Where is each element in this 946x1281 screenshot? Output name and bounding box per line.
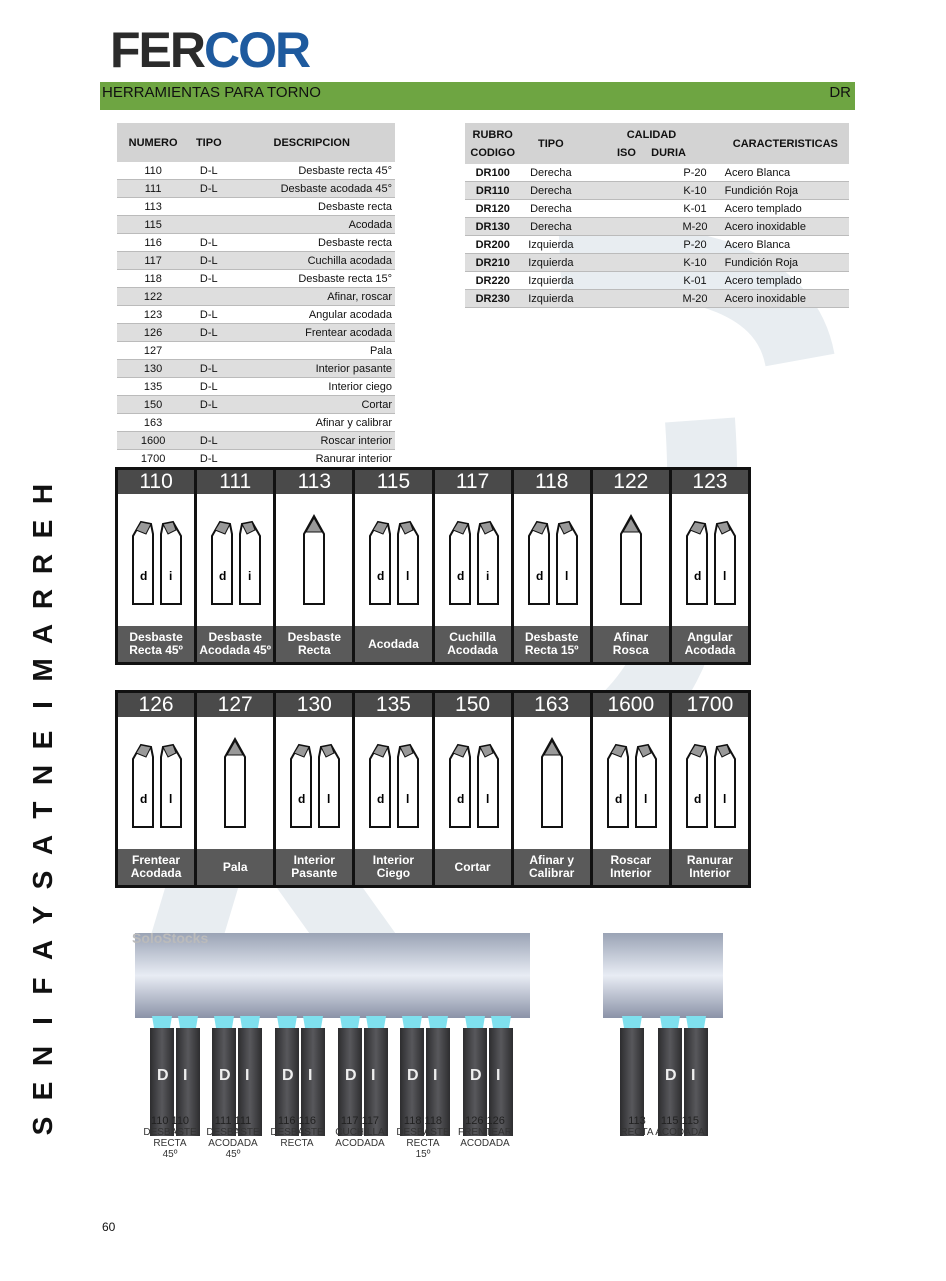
table-cell: Fundición Roja — [722, 254, 849, 272]
table-row — [465, 182, 849, 200]
hand-mark: i — [485, 569, 489, 583]
table-cell: 115 — [117, 216, 189, 234]
table-row — [465, 164, 849, 182]
col-caracteristicas: CARACTERISTICAS — [722, 123, 849, 164]
vertical-section-title — [28, 480, 58, 1140]
photo-watermark: SoloStocks — [132, 930, 209, 946]
table-cell: Derecha — [520, 200, 581, 218]
tool-label: Angular Acodada — [672, 626, 748, 662]
sidebar-letter: F — [27, 976, 58, 995]
sidebar-letter: E — [27, 519, 58, 539]
table-cell: DR100 — [465, 164, 520, 182]
tool-drawing — [672, 717, 748, 849]
table-cell: Roscar interior — [228, 432, 395, 450]
table-cell: Pala — [228, 342, 395, 360]
table-cell: Fundición Roja — [722, 182, 849, 200]
hand-mark: d — [456, 569, 464, 583]
table-row — [117, 378, 395, 396]
tool-label: Ranurar Interior — [672, 849, 748, 885]
table-cell: M-20 — [581, 290, 721, 308]
sidebar-letter: S — [27, 870, 58, 890]
tool-card — [355, 693, 431, 885]
table-cell: 122 — [117, 288, 189, 306]
table-cell: D-L — [189, 180, 228, 198]
tool-card — [118, 693, 194, 885]
bit-letter: I — [245, 1067, 250, 1084]
table-cell: P-20 — [581, 164, 721, 182]
table-cell: D-L — [189, 324, 228, 342]
tool-number: 130 — [276, 693, 352, 717]
tool-label: Afinar y Calibrar — [514, 849, 590, 885]
table-cell: 117 — [117, 252, 189, 270]
sidebar-letter: N — [27, 1045, 58, 1066]
tool-card — [435, 470, 511, 662]
section-code: DR — [829, 84, 851, 101]
table-cell: P-20 — [581, 236, 721, 254]
hand-mark: l — [722, 792, 727, 806]
table-cell: 123 — [117, 306, 189, 324]
table-cell: 1700 — [117, 450, 189, 468]
table-cell — [189, 198, 228, 216]
tool-drawing — [197, 494, 273, 626]
tool-grid-1 — [115, 467, 751, 665]
col-tipo: TIPO — [520, 123, 581, 164]
table-cell: D-L — [189, 450, 228, 468]
table-cell: 135 — [117, 378, 189, 396]
table-cell: D-L — [189, 396, 228, 414]
table-row — [465, 218, 849, 236]
hand-mark: d — [140, 792, 148, 806]
table-cell: Derecha — [520, 182, 581, 200]
table-cell: 110 — [117, 162, 189, 180]
table-cell: 113 — [117, 198, 189, 216]
table-cell — [189, 414, 228, 432]
sidebar-letter: A — [27, 940, 58, 961]
hand-mark: d — [456, 792, 464, 806]
tool-card — [276, 470, 352, 662]
tool-number: 122 — [593, 470, 669, 494]
table-cell: 163 — [117, 414, 189, 432]
table-cell: K-01 — [581, 272, 721, 290]
hand-mark: l — [643, 792, 648, 806]
table-cell: D-L — [189, 306, 228, 324]
bit-letter: I — [371, 1067, 376, 1084]
tool-number: 126 — [118, 693, 194, 717]
table-cell: DR110 — [465, 182, 520, 200]
hand-mark: l — [485, 792, 489, 806]
table-cell: D-L — [189, 360, 228, 378]
tool-number: 118 — [514, 470, 590, 494]
table-cell: D-L — [189, 378, 228, 396]
table-cell: 1600 — [117, 432, 189, 450]
tool-label: Frentear Acodada — [118, 849, 194, 885]
table-row — [465, 200, 849, 218]
tool-drawing — [118, 717, 194, 849]
table-cell: Angular acodada — [228, 306, 395, 324]
tool-card — [355, 470, 431, 662]
tool-number: 1600 — [593, 693, 669, 717]
table-row — [465, 272, 849, 290]
tool-drawing — [355, 717, 431, 849]
sidebar-letter: Y — [27, 905, 58, 925]
tool-drawing — [355, 494, 431, 626]
table-row — [117, 180, 395, 198]
table-cell: M-20 — [581, 218, 721, 236]
header-bar — [100, 82, 855, 110]
hand-mark: d — [377, 569, 385, 583]
bit-letter: I — [496, 1067, 501, 1084]
sidebar-letter: A — [27, 834, 58, 856]
hand-mark: l — [327, 792, 331, 806]
photo-caption: 117 117 CUCHILLA ACODADA — [335, 1115, 385, 1149]
table-cell: DR130 — [465, 218, 520, 236]
bit-letter: I — [691, 1067, 696, 1084]
table-cell: DR220 — [465, 272, 520, 290]
hand-mark: d — [298, 792, 306, 806]
table-cell: DR230 — [465, 290, 520, 308]
tool-drawing — [593, 494, 669, 626]
table-cell: D-L — [189, 432, 228, 450]
table-cell: K-10 — [581, 182, 721, 200]
tool-label: Desbaste Recta — [276, 626, 352, 662]
table-cell: 127 — [117, 342, 189, 360]
table-cell: Ranurar interior — [228, 450, 395, 468]
tool-label: Interior Pasante — [276, 849, 352, 885]
photo-caption: 118 118 DESBASTE RECTA 15º — [396, 1115, 450, 1160]
table-row — [465, 236, 849, 254]
tool-label: Roscar Interior — [593, 849, 669, 885]
tool-grid-2 — [115, 690, 751, 888]
table-cell: 150 — [117, 396, 189, 414]
tool-number: 110 — [118, 470, 194, 494]
bit-letter: D — [665, 1067, 677, 1084]
tool-number: 135 — [355, 693, 431, 717]
page-number: 60 — [102, 1220, 116, 1234]
hand-mark: i — [169, 569, 173, 583]
table-cell: Desbaste acodada 45° — [228, 180, 395, 198]
sidebar-letter: E — [27, 1081, 58, 1101]
sidebar-letter: I — [27, 700, 58, 709]
tool-card — [514, 693, 590, 885]
hand-mark: i — [248, 569, 252, 583]
table-cell: Izquierda — [520, 272, 581, 290]
hand-mark: l — [564, 569, 568, 583]
table-row — [465, 254, 849, 272]
table-cell: D-L — [189, 270, 228, 288]
hand-mark: d — [219, 569, 227, 583]
table-row — [117, 288, 395, 306]
table-cell — [189, 216, 228, 234]
table-row — [117, 198, 395, 216]
tool-label: Desbaste Acodada 45º — [197, 626, 273, 662]
table-cell — [189, 288, 228, 306]
table-row — [117, 342, 395, 360]
table-cell: Acero templado — [722, 272, 849, 290]
table-row — [117, 324, 395, 342]
tool-card — [197, 470, 273, 662]
tool-card — [118, 470, 194, 662]
tool-drawing — [435, 494, 511, 626]
table-cell: Desbaste recta — [228, 234, 395, 252]
col-calidad: CALIDAD ISO DURIA — [581, 123, 721, 164]
table-cell: K-10 — [581, 254, 721, 272]
tool-drawing — [118, 494, 194, 626]
tool-number: 123 — [672, 470, 748, 494]
tool-card — [672, 470, 748, 662]
hand-mark: l — [406, 792, 410, 806]
hand-mark: d — [535, 569, 543, 583]
tool-card — [593, 693, 669, 885]
tool-label: Interior Ciego — [355, 849, 431, 885]
col-numero: NUMERO — [117, 123, 189, 162]
photo-caption: 115 115 ACODADA — [655, 1115, 705, 1138]
tool-number: 115 — [355, 470, 431, 494]
table-row — [117, 360, 395, 378]
table-cell: 111 — [117, 180, 189, 198]
tool-number: 127 — [197, 693, 273, 717]
table-cell: Desbaste recta 15° — [228, 270, 395, 288]
bit-letter: D — [219, 1067, 231, 1084]
table-cell: Interior ciego — [228, 378, 395, 396]
photo-caption: 110 110 DESBASTE RECTA 45º — [143, 1115, 197, 1160]
sidebar-letter: A — [27, 624, 58, 645]
tool-number: 111 — [197, 470, 273, 494]
table-cell: Izquierda — [520, 236, 581, 254]
tool-drawing — [197, 717, 273, 849]
photo-caption: 116 116 DESBASTE RECTA — [270, 1115, 324, 1149]
sidebar-letter: I — [27, 1016, 58, 1025]
tool-number: 117 — [435, 470, 511, 494]
fercor-logo: FERCOR — [110, 22, 310, 78]
table-cell: Acero Blanca — [722, 236, 849, 254]
bit-letter: I — [433, 1067, 438, 1084]
tool-card — [435, 693, 511, 885]
table-cell: DR200 — [465, 236, 520, 254]
sidebar-letter: R — [27, 554, 58, 575]
table-row — [117, 270, 395, 288]
table-row — [117, 414, 395, 432]
table-cell: Cortar — [228, 396, 395, 414]
tool-label: Afinar Rosca — [593, 626, 669, 662]
table-cell: DR120 — [465, 200, 520, 218]
bit-letter: D — [407, 1067, 419, 1084]
table-row — [117, 450, 395, 468]
tool-card — [197, 693, 273, 885]
bit-letter: D — [282, 1067, 294, 1084]
tool-drawing — [435, 717, 511, 849]
sidebar-letter: E — [27, 730, 58, 750]
tool-drawing — [672, 494, 748, 626]
sidebar-letter: H — [27, 483, 58, 505]
table-cell: DR210 — [465, 254, 520, 272]
sidebar-letter: N — [27, 764, 58, 785]
tool-card — [593, 470, 669, 662]
bit-letter: D — [345, 1067, 357, 1084]
table-row — [117, 306, 395, 324]
table-cell: Izquierda — [520, 254, 581, 272]
table-row — [465, 290, 849, 308]
tool-label: Cuchilla Acodada — [435, 626, 511, 662]
tool-card — [672, 693, 748, 885]
quality-code-table — [465, 123, 849, 308]
table-cell: 126 — [117, 324, 189, 342]
tool-drawing — [276, 494, 352, 626]
table-row — [117, 252, 395, 270]
table-row — [117, 216, 395, 234]
tool-label: Cortar — [435, 849, 511, 885]
tool-card — [514, 470, 590, 662]
table-cell: Acero inoxidable — [722, 218, 849, 236]
hand-mark: d — [693, 792, 702, 806]
tool-card — [276, 693, 352, 885]
hand-mark: l — [406, 569, 410, 583]
table-cell: Afinar y calibrar — [228, 414, 395, 432]
table-row — [117, 396, 395, 414]
table-cell — [189, 342, 228, 360]
table-cell: D-L — [189, 234, 228, 252]
tool-number: 150 — [435, 693, 511, 717]
hand-mark: d — [377, 792, 385, 806]
hand-mark: d — [693, 569, 702, 583]
tool-number-table — [117, 123, 395, 468]
table-cell: D-L — [189, 252, 228, 270]
tool-number: 1700 — [672, 693, 748, 717]
sidebar-letter: T — [27, 801, 58, 819]
sidebar-letter: M — [27, 657, 58, 682]
tool-number: 113 — [276, 470, 352, 494]
hand-mark: l — [722, 569, 727, 583]
bit-letter: D — [157, 1067, 169, 1084]
tool-drawing — [593, 717, 669, 849]
tool-drawing — [276, 717, 352, 849]
tool-drawing — [514, 494, 590, 626]
tool-label: Desbaste Recta 15º — [514, 626, 590, 662]
table-cell: Derecha — [520, 164, 581, 182]
table-cell: Desbaste recta — [228, 198, 395, 216]
table-cell: K-01 — [581, 200, 721, 218]
table-cell: Izquierda — [520, 290, 581, 308]
col-tipo: TIPO — [189, 123, 228, 162]
tool-label: Acodada — [355, 626, 431, 662]
bit-letter: I — [183, 1067, 188, 1084]
table-cell: Acero inoxidable — [722, 290, 849, 308]
photo-caption: 126 126 FRENTEAR ACODADA — [458, 1115, 512, 1149]
table-cell: Acero Blanca — [722, 164, 849, 182]
sidebar-letter: S — [27, 1116, 58, 1136]
table-cell: 116 — [117, 234, 189, 252]
table-cell: D-L — [189, 162, 228, 180]
table-cell: 118 — [117, 270, 189, 288]
table-cell: 130 — [117, 360, 189, 378]
page-title: HERRAMIENTAS PARA TORNO — [102, 84, 321, 101]
table-row — [117, 162, 395, 180]
hand-mark: d — [614, 792, 623, 806]
photo-caption: 111 111 DESBASTE ACODADA 45º — [206, 1115, 260, 1160]
sidebar-letter: R — [27, 589, 58, 610]
table-cell: Acodada — [228, 216, 395, 234]
table-row — [117, 432, 395, 450]
table-cell: Desbaste recta 45° — [228, 162, 395, 180]
tool-label: Desbaste Recta 45º — [118, 626, 194, 662]
table-cell: Cuchilla acodada — [228, 252, 395, 270]
tool-label: Pala — [197, 849, 273, 885]
col-rubro-codigo: RUBRO CODIGO — [465, 123, 520, 164]
bit-letter: I — [308, 1067, 313, 1084]
tool-number: 163 — [514, 693, 590, 717]
hand-mark: l — [169, 792, 173, 806]
table-cell: Interior pasante — [228, 360, 395, 378]
bit-letter: D — [470, 1067, 482, 1084]
table-row — [117, 234, 395, 252]
table-cell: Derecha — [520, 218, 581, 236]
table-cell: Frentear acodada — [228, 324, 395, 342]
hand-mark: d — [140, 569, 148, 583]
col-descripcion: DESCRIPCION — [228, 123, 395, 162]
table-cell: Afinar, roscar — [228, 288, 395, 306]
photo-caption: 113 RECTA — [620, 1115, 654, 1138]
table-cell: Acero templado — [722, 200, 849, 218]
tool-drawing — [514, 717, 590, 849]
